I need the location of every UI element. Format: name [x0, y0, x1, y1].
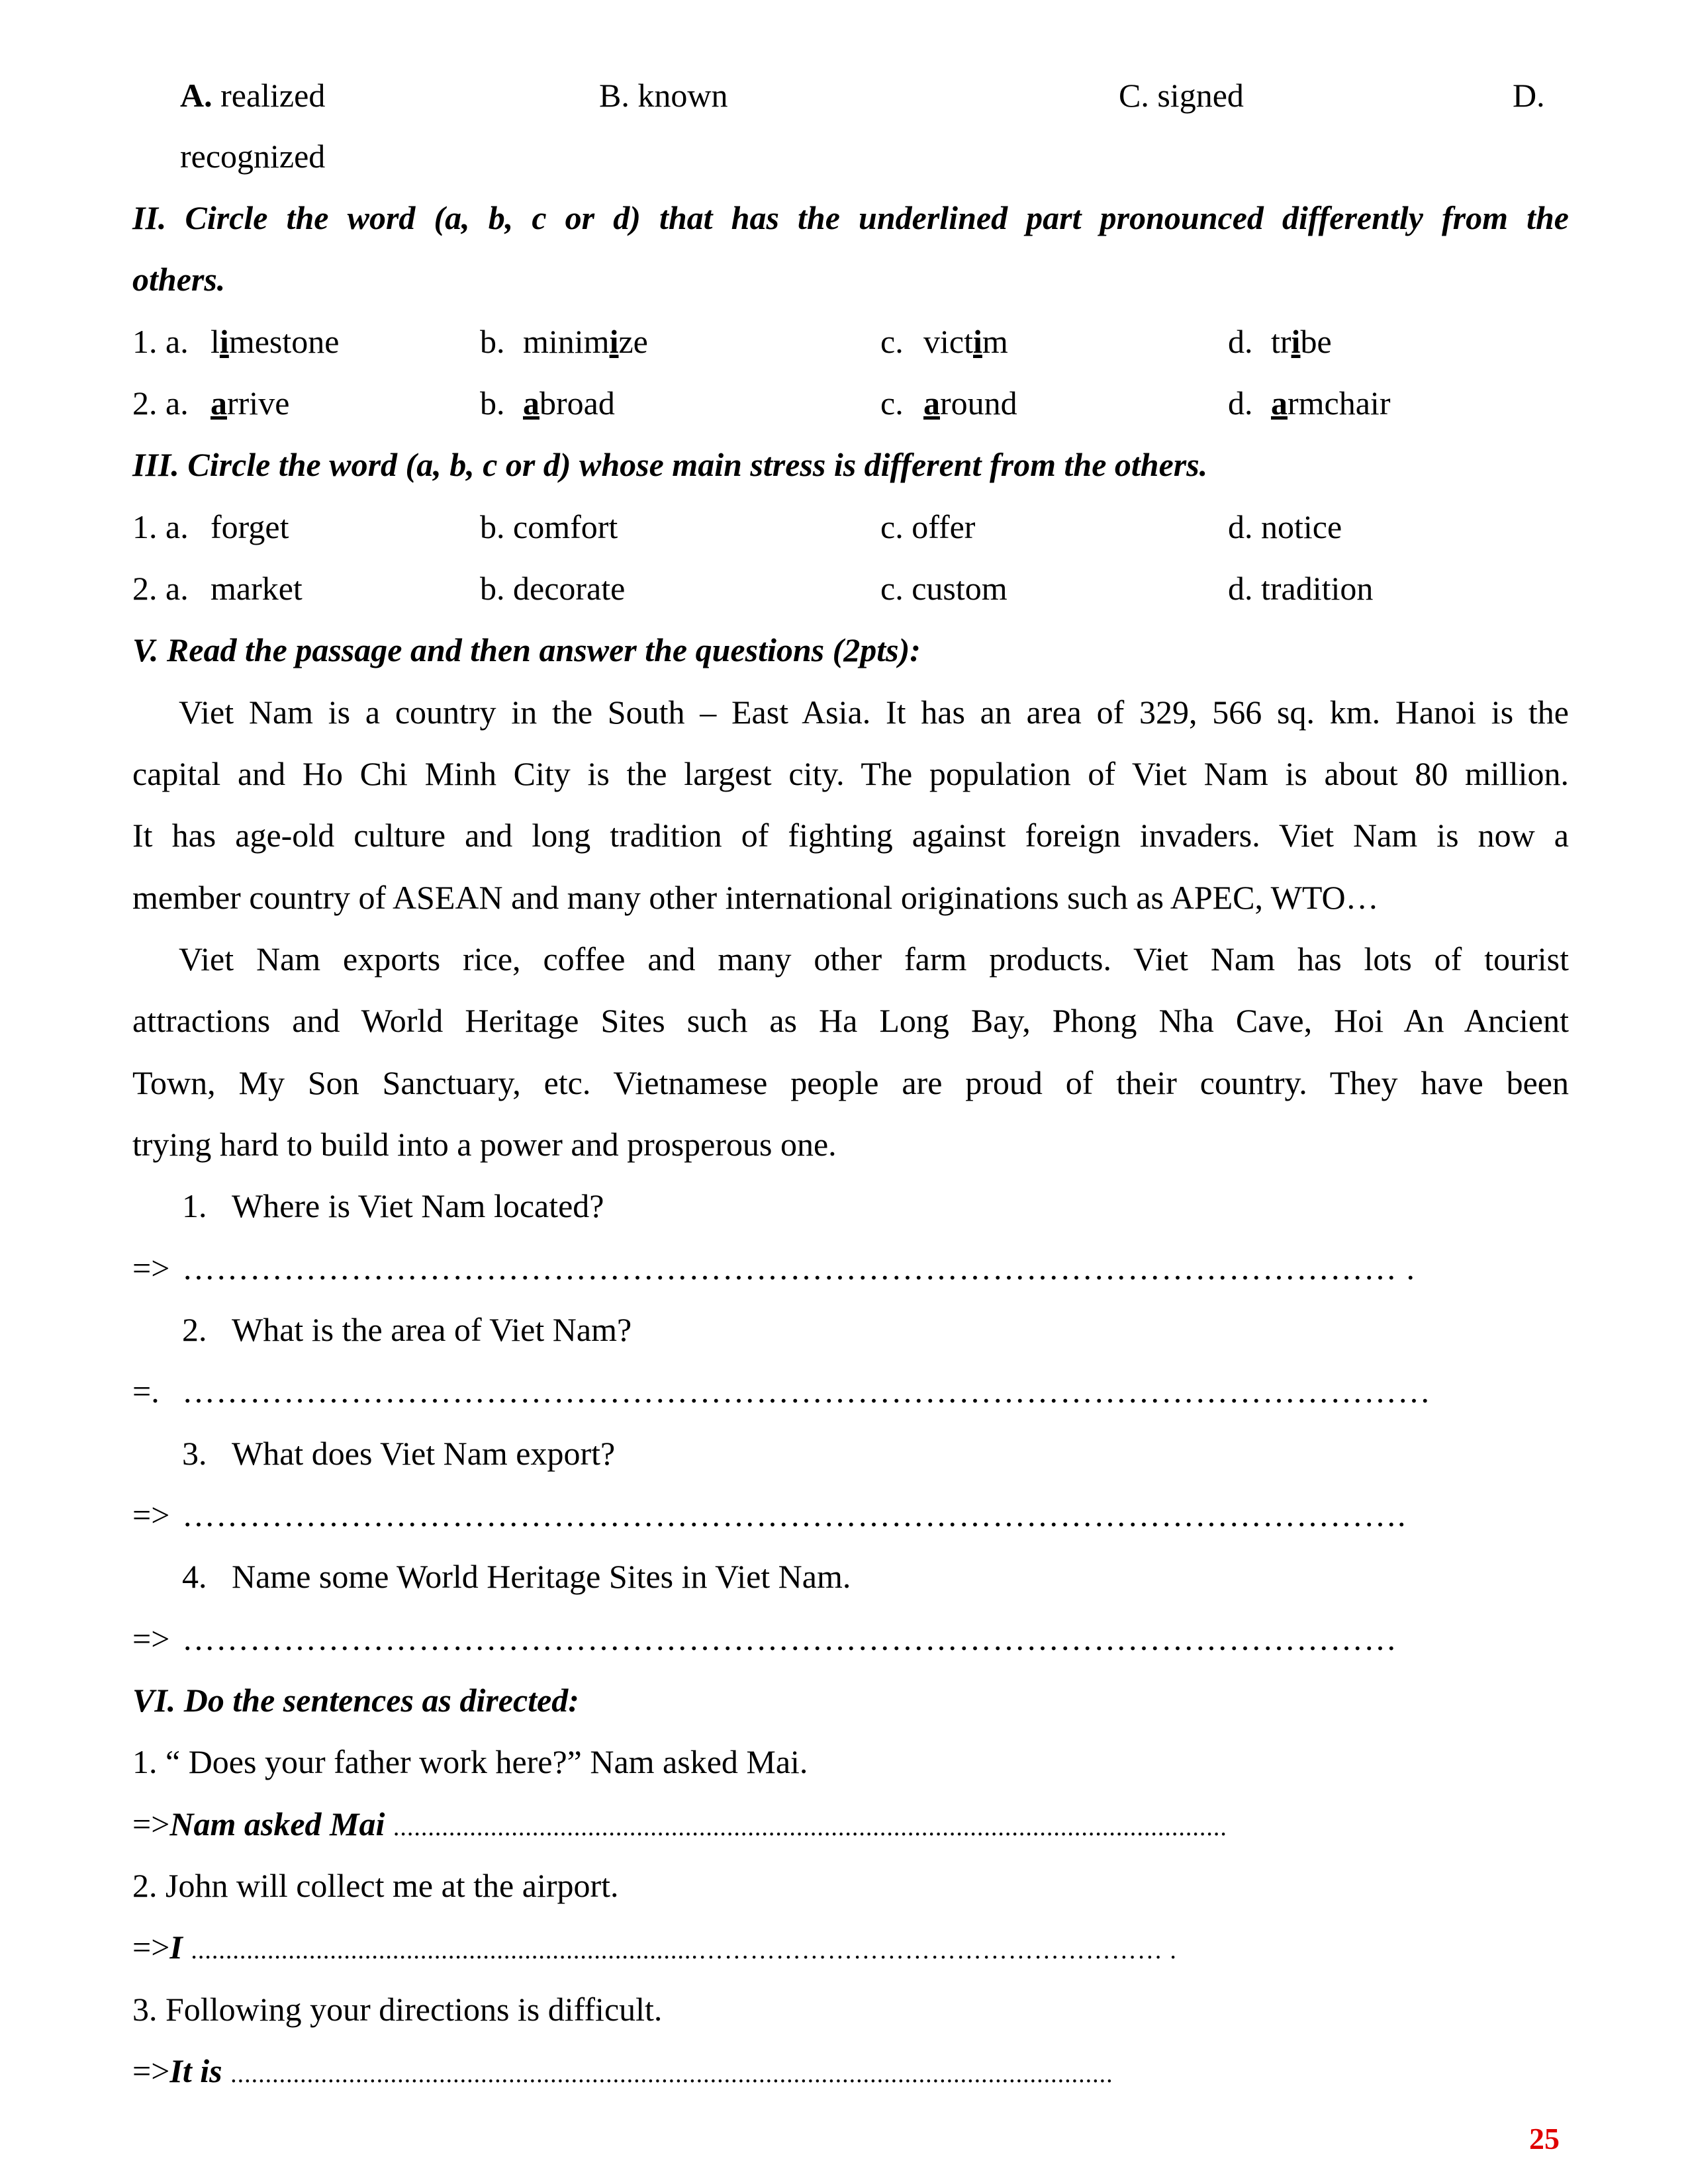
section-3-question-2: 2. a. market b. decorate c. custom d. tradition	[0, 558, 1688, 619]
answer-a[interactable]: limestone	[211, 323, 340, 360]
section-6-heading: VI. Do the sentences as directed:	[132, 1682, 579, 1719]
answer-line[interactable]: => ……………………………………………………………………………………………….	[132, 1496, 1407, 1533]
passage-line: Town, My Son Sanctuary, etc. Vietnamese people are proud of their country. They have been	[132, 1064, 1569, 1101]
answer-a[interactable]: arrive	[211, 385, 290, 422]
answer-c[interactable]: victim	[923, 323, 1008, 360]
answer-c[interactable]: c. offer	[880, 508, 976, 545]
option-c: C. signed	[1119, 77, 1244, 114]
transform-sentence: 2. John will collect me at the airport.	[132, 1867, 619, 1904]
section-3-question-1: 1. a. forget b. comfort c. offer d. notice	[0, 496, 1688, 557]
transform-sentence: 1. “ Does your father work here?” Nam asked Mai.	[132, 1743, 808, 1780]
passage-line: It has age-old culture and long tradition of fighting against foreign invaders. Viet Nam is now a	[132, 817, 1569, 854]
answer-a[interactable]: forget	[211, 508, 289, 545]
answer-line[interactable]: => ………………………………………………………………………………………………	[132, 1620, 1397, 1657]
answer-d[interactable]: d. tradition	[1228, 570, 1374, 607]
answer-c[interactable]: c. custom	[880, 570, 1008, 607]
section-3-heading: III. Circle the word (a, b, c or d) whose main stress is different from the others.	[132, 446, 1208, 483]
answer-d[interactable]: armchair	[1271, 385, 1391, 422]
answer-b[interactable]: minimize	[523, 323, 648, 360]
answer-c[interactable]: around	[923, 385, 1017, 422]
answer-a[interactable]: market	[211, 570, 303, 607]
section-2-question-1: 1. a. limestone b. minimize c. victim d. tribe	[0, 311, 1688, 372]
passage-line: member country of ASEAN and many other international originations such as APEC, WTO…	[132, 879, 1379, 916]
page-number: 25	[1529, 2122, 1560, 2156]
section-2-heading-cont: others.	[132, 261, 226, 298]
answer-b[interactable]: b. comfort	[480, 508, 618, 545]
reading-question: 3. What does Viet Nam export?	[182, 1435, 616, 1472]
reading-question: 2. What is the area of Viet Nam?	[182, 1311, 632, 1348]
passage-line: Viet Nam is a country in the South – East Asia. It has an area of 329, 566 sq. km. Hanoi is the	[179, 694, 1569, 731]
passage-line: attractions and World Heritage Sites such as Ha Long Bay, Phong Nha Cave, Hoi An Ancient	[132, 1002, 1569, 1039]
option-d-continued: recognized	[180, 138, 326, 175]
prev-question-options	[0, 65, 1688, 126]
answer-b[interactable]: abroad	[523, 385, 615, 422]
section-5-heading: V. Read the passage and then answer the questions (2pts):	[132, 631, 921, 668]
transform-sentence: 3. Following your directions is difficult.	[132, 1991, 663, 2028]
answer-d[interactable]: d. notice	[1228, 508, 1342, 545]
answer-d[interactable]: tribe	[1271, 323, 1332, 360]
passage-line: trying hard to build into a power and prosperous one.	[132, 1126, 837, 1163]
reading-question: 1. Where is Viet Nam located?	[182, 1187, 604, 1224]
option-d: D.	[1513, 77, 1545, 114]
option-a: A. realized	[180, 77, 326, 114]
answer-line[interactable]: =. …………………………………………………………………………………………………	[132, 1373, 1431, 1410]
passage-line: Viet Nam exports rice, coffee and many other farm products. Viet Nam has lots of tourist	[179, 940, 1569, 978]
answer-b[interactable]: b. decorate	[480, 570, 626, 607]
passage-line: capital and Ho Chi Minh City is the largest city. The population of Viet Nam is about 80 million.	[132, 755, 1569, 792]
answer-line[interactable]: => ……………………………………………………………………………………………… .	[132, 1250, 1415, 1287]
section-2-heading: II. Circle the word (a, b, c or d) that has the underlined part pronounced differently from the	[132, 199, 1569, 236]
reading-question: 4. Name some World Heritage Sites in Viet Nam.	[182, 1558, 851, 1595]
transform-answer-line[interactable]: =>I .........................................................................……………………………………………… .	[132, 1929, 1177, 1966]
section-2-question-2: 2. a. arrive b. abroad c. around d. armchair	[0, 373, 1688, 433]
transform-answer-line[interactable]: =>Nam asked Mai ........................................................................................................................	[132, 1805, 1227, 1843]
transform-answer-line[interactable]: =>It is ...............................................................................................................................	[132, 2052, 1113, 2089]
option-b: B. known	[599, 77, 728, 114]
